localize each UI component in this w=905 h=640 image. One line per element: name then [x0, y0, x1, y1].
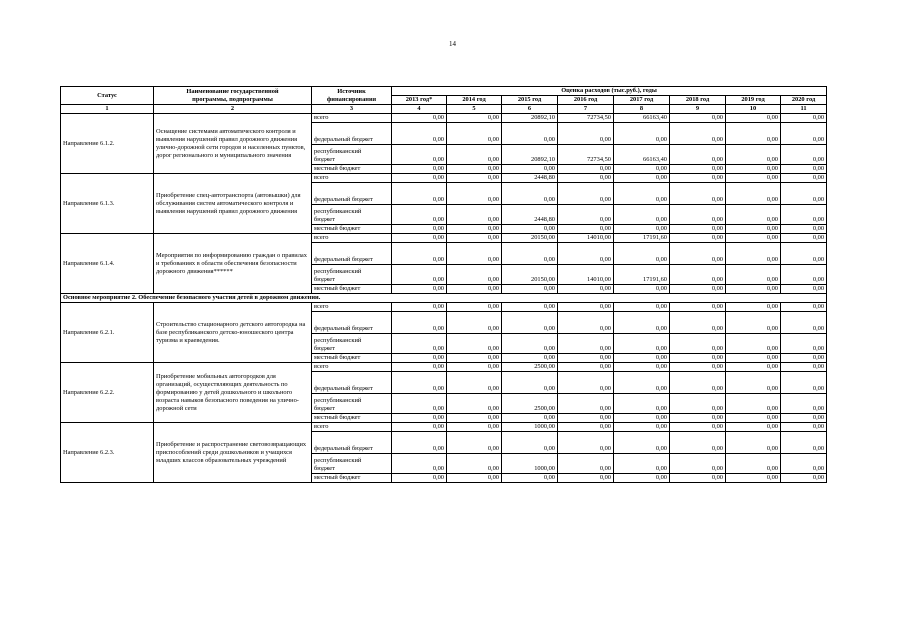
- amount-cell: 0,00: [670, 363, 726, 372]
- funding-source: [312, 394, 392, 414]
- amount-cell: 0,00: [781, 334, 827, 354]
- funding-source-line: бюджет: [314, 465, 335, 472]
- funding-source: местный бюджет: [312, 285, 392, 294]
- table-row: [61, 303, 827, 312]
- amount-cell: 0,00: [447, 114, 502, 123]
- funding-source: [312, 265, 392, 285]
- amount-cell: 0,00: [670, 312, 726, 334]
- direction-name: Мероприятия по информированию граждан о правилах и требованиях в области обеспечения безопасности дорожного движения******: [154, 234, 312, 294]
- amount-cell: 0,00: [558, 414, 614, 423]
- amount-cell: 0,00: [502, 183, 558, 205]
- header-year: 2015 год: [502, 96, 558, 105]
- amount-cell: 0,00: [558, 423, 614, 432]
- table-row: [61, 363, 827, 372]
- amount-cell: 0,00: [670, 285, 726, 294]
- amount-cell: 0,00: [447, 423, 502, 432]
- amount-cell: 0,00: [670, 114, 726, 123]
- header-year: 2016 год: [558, 96, 614, 105]
- amount-cell: 0,00: [781, 372, 827, 394]
- amount-cell: 0,00: [614, 243, 670, 265]
- amount-cell: 2500,00: [502, 394, 558, 414]
- amount-cell: 0,00: [781, 165, 827, 174]
- amount-cell: 0,00: [558, 225, 614, 234]
- amount-cell: 0,00: [614, 225, 670, 234]
- amount-cell: 0,00: [726, 372, 781, 394]
- amount-cell: 0,00: [502, 474, 558, 483]
- amount-cell: 0,00: [447, 432, 502, 454]
- amount-cell: 0,00: [670, 225, 726, 234]
- amount-cell: 0,00: [670, 432, 726, 454]
- amount-cell: 0,00: [447, 354, 502, 363]
- amount-cell: 0,00: [502, 432, 558, 454]
- amount-cell: 17191,60: [614, 265, 670, 285]
- amount-cell: 0,00: [726, 354, 781, 363]
- amount-cell: 72734,50: [558, 145, 614, 165]
- header-column-index: 1: [61, 105, 154, 114]
- amount-cell: 1000,00: [502, 423, 558, 432]
- funding-source: местный бюджет: [312, 165, 392, 174]
- amount-cell: 14010,00: [558, 234, 614, 243]
- amount-cell: 2448,80: [502, 174, 558, 183]
- amount-cell: 17191,60: [614, 234, 670, 243]
- amount-cell: 0,00: [614, 394, 670, 414]
- amount-cell: 0,00: [558, 174, 614, 183]
- direction-name: Приобретение мобильных автогородков для организаций, осуществляющих деятельность по формированию у детей дошкольного и школьного возраста навыков безопасного поведения на улично-дорожной сети: [154, 363, 312, 423]
- amount-cell: 0,00: [558, 303, 614, 312]
- amount-cell: 0,00: [447, 243, 502, 265]
- amount-cell: 66163,40: [614, 114, 670, 123]
- amount-cell: 0,00: [392, 265, 447, 285]
- header-year: 2020 год: [781, 96, 827, 105]
- amount-cell: 0,00: [392, 183, 447, 205]
- amount-cell: 0,00: [781, 114, 827, 123]
- amount-cell: 0,00: [392, 234, 447, 243]
- funding-source: всего: [312, 303, 392, 312]
- amount-cell: 0,00: [392, 394, 447, 414]
- amount-cell: 0,00: [447, 334, 502, 354]
- amount-cell: 0,00: [558, 243, 614, 265]
- amount-cell: 0,00: [726, 234, 781, 243]
- amount-cell: 0,00: [502, 165, 558, 174]
- header-year: 2019 год: [726, 96, 781, 105]
- amount-cell: 20150,00: [502, 265, 558, 285]
- direction-name: Оснащение системами автоматического контроля и выявления нарушений правил дорожного движения улично-дорожной сети городов и населенных пунктов, дорог регионального и муниципального значения: [154, 114, 312, 174]
- amount-cell: 0,00: [781, 145, 827, 165]
- section-title: Основное мероприятие 2. Обеспечение безопасного участия детей в дорожном движении.: [61, 294, 827, 303]
- table-row: [61, 174, 827, 183]
- amount-cell: 0,00: [670, 334, 726, 354]
- amount-cell: 0,00: [781, 234, 827, 243]
- header-year: 2014 год: [447, 96, 502, 105]
- amount-cell: 0,00: [558, 285, 614, 294]
- amount-cell: 0,00: [726, 423, 781, 432]
- amount-cell: 0,00: [726, 265, 781, 285]
- funding-source-line: республиканский: [314, 148, 362, 155]
- amount-cell: 0,00: [502, 225, 558, 234]
- amount-cell: 0,00: [447, 183, 502, 205]
- amount-cell: 0,00: [670, 423, 726, 432]
- direction-name: Строительство стационарного детского автогородка на базе республиканского детско-юношеского центра туризма и краеведения.: [154, 303, 312, 363]
- amount-cell: 0,00: [502, 285, 558, 294]
- amount-cell: 0,00: [502, 414, 558, 423]
- header-column-index: 7: [558, 105, 614, 114]
- amount-cell: 0,00: [781, 312, 827, 334]
- amount-cell: 0,00: [726, 123, 781, 145]
- amount-cell: 0,00: [447, 285, 502, 294]
- header-column-index: 4: [392, 105, 447, 114]
- funding-source: федеральный бюджет: [312, 183, 392, 205]
- funding-source: местный бюджет: [312, 354, 392, 363]
- funding-source-line: бюджет: [314, 156, 335, 163]
- amount-cell: 0,00: [726, 285, 781, 294]
- amount-cell: 0,00: [726, 394, 781, 414]
- amount-cell: 0,00: [614, 414, 670, 423]
- amount-cell: 0,00: [614, 423, 670, 432]
- table-row: [61, 114, 827, 123]
- amount-cell: 0,00: [447, 454, 502, 474]
- amount-cell: 0,00: [781, 174, 827, 183]
- amount-cell: 0,00: [392, 174, 447, 183]
- amount-cell: 0,00: [726, 334, 781, 354]
- amount-cell: 1000,00: [502, 454, 558, 474]
- amount-cell: 0,00: [781, 474, 827, 483]
- amount-cell: 0,00: [392, 225, 447, 234]
- amount-cell: 0,00: [447, 363, 502, 372]
- amount-cell: 0,00: [392, 145, 447, 165]
- header-column-index: 3: [312, 105, 392, 114]
- amount-cell: 0,00: [447, 165, 502, 174]
- amount-cell: 0,00: [392, 354, 447, 363]
- amount-cell: 66163,40: [614, 145, 670, 165]
- funding-source-line: республиканский: [314, 268, 362, 275]
- amount-cell: 0,00: [392, 414, 447, 423]
- amount-cell: 14010,00: [558, 265, 614, 285]
- amount-cell: 0,00: [781, 394, 827, 414]
- amount-cell: 0,00: [558, 205, 614, 225]
- funding-source-line: бюджет: [314, 345, 335, 352]
- funding-source-line: республиканский: [314, 457, 362, 464]
- amount-cell: 0,00: [781, 183, 827, 205]
- header-column-index: 2: [154, 105, 312, 114]
- amount-cell: 0,00: [781, 123, 827, 145]
- header-year: 2017 год: [614, 96, 670, 105]
- direction-status: Направление 6.1.4.: [61, 234, 154, 294]
- amount-cell: 0,00: [558, 474, 614, 483]
- funding-source: местный бюджет: [312, 225, 392, 234]
- amount-cell: 0,00: [392, 372, 447, 394]
- amount-cell: 0,00: [558, 165, 614, 174]
- amount-cell: 0,00: [670, 394, 726, 414]
- amount-cell: 0,00: [781, 432, 827, 454]
- amount-cell: 0,00: [670, 474, 726, 483]
- amount-cell: 0,00: [447, 312, 502, 334]
- amount-cell: 0,00: [447, 394, 502, 414]
- amount-cell: 0,00: [447, 372, 502, 394]
- amount-cell: 0,00: [558, 372, 614, 394]
- header-status: Статус: [61, 87, 154, 105]
- funding-source: [312, 205, 392, 225]
- funding-source-line: республиканский: [314, 337, 362, 344]
- header-column-index: 10: [726, 105, 781, 114]
- amount-cell: 20150,00: [502, 234, 558, 243]
- amount-cell: 0,00: [726, 243, 781, 265]
- amount-cell: 0,00: [392, 312, 447, 334]
- funding-source: всего: [312, 234, 392, 243]
- header-year: 2013 год*: [392, 96, 447, 105]
- header-funding-source: Источник финансирования: [312, 87, 392, 105]
- header-column-index: 8: [614, 105, 670, 114]
- amount-cell: 0,00: [726, 225, 781, 234]
- amount-cell: 0,00: [502, 312, 558, 334]
- funding-source: [312, 334, 392, 354]
- direction-name: Приобретение и распространение световозвращающих приспособлений среди дошкольников и учащихся младших классов образовательных учреждений: [154, 423, 312, 483]
- amount-cell: 0,00: [614, 165, 670, 174]
- funding-source: местный бюджет: [312, 414, 392, 423]
- amount-cell: 0,00: [670, 205, 726, 225]
- amount-cell: 0,00: [558, 312, 614, 334]
- amount-cell: 0,00: [614, 312, 670, 334]
- amount-cell: 0,00: [670, 174, 726, 183]
- amount-cell: 0,00: [614, 363, 670, 372]
- budget-table: [60, 86, 827, 483]
- funding-source: федеральный бюджет: [312, 432, 392, 454]
- funding-source: всего: [312, 363, 392, 372]
- amount-cell: 0,00: [670, 243, 726, 265]
- amount-cell: 0,00: [614, 123, 670, 145]
- amount-cell: 0,00: [392, 243, 447, 265]
- amount-cell: 0,00: [670, 234, 726, 243]
- amount-cell: 0,00: [781, 454, 827, 474]
- amount-cell: 0,00: [781, 414, 827, 423]
- header-estimate: Оценка расходов (тыс.руб.), годы: [392, 87, 827, 96]
- header-index-row: [61, 105, 827, 114]
- amount-cell: 0,00: [670, 372, 726, 394]
- amount-cell: 0,00: [781, 225, 827, 234]
- amount-cell: 0,00: [502, 334, 558, 354]
- funding-source: федеральный бюджет: [312, 312, 392, 334]
- amount-cell: 0,00: [670, 183, 726, 205]
- amount-cell: 0,00: [726, 363, 781, 372]
- direction-status: Направление 6.2.1.: [61, 303, 154, 363]
- funding-source-line: бюджет: [314, 276, 335, 283]
- amount-cell: 0,00: [670, 454, 726, 474]
- amount-cell: 0,00: [392, 454, 447, 474]
- amount-cell: 0,00: [447, 174, 502, 183]
- funding-source: [312, 145, 392, 165]
- amount-cell: 0,00: [392, 303, 447, 312]
- amount-cell: 0,00: [670, 165, 726, 174]
- table-row: [61, 423, 827, 432]
- section-row: [61, 294, 827, 303]
- amount-cell: 0,00: [726, 145, 781, 165]
- table-body: [61, 114, 827, 483]
- amount-cell: 0,00: [392, 474, 447, 483]
- amount-cell: 0,00: [781, 303, 827, 312]
- amount-cell: 0,00: [392, 285, 447, 294]
- funding-source: всего: [312, 423, 392, 432]
- amount-cell: 20892,10: [502, 145, 558, 165]
- amount-cell: 0,00: [558, 183, 614, 205]
- amount-cell: 0,00: [614, 303, 670, 312]
- amount-cell: 0,00: [392, 363, 447, 372]
- amount-cell: 0,00: [558, 334, 614, 354]
- amount-cell: 0,00: [781, 423, 827, 432]
- direction-status: Направление 6.1.2.: [61, 114, 154, 174]
- amount-cell: 0,00: [392, 432, 447, 454]
- amount-cell: 0,00: [447, 303, 502, 312]
- amount-cell: 0,00: [558, 394, 614, 414]
- amount-cell: 0,00: [447, 123, 502, 145]
- amount-cell: 0,00: [614, 432, 670, 454]
- funding-source: всего: [312, 174, 392, 183]
- header-column-index: 11: [781, 105, 827, 114]
- amount-cell: 0,00: [781, 285, 827, 294]
- amount-cell: 0,00: [726, 183, 781, 205]
- funding-source: федеральный бюджет: [312, 123, 392, 145]
- amount-cell: 0,00: [614, 454, 670, 474]
- amount-cell: 0,00: [781, 265, 827, 285]
- amount-cell: 0,00: [392, 165, 447, 174]
- page-number: 14: [449, 40, 456, 48]
- amount-cell: 0,00: [392, 114, 447, 123]
- amount-cell: 2500,00: [502, 363, 558, 372]
- funding-source: федеральный бюджет: [312, 243, 392, 265]
- amount-cell: 0,00: [614, 474, 670, 483]
- funding-source-line: бюджет: [314, 405, 335, 412]
- amount-cell: 0,00: [447, 205, 502, 225]
- amount-cell: 0,00: [614, 205, 670, 225]
- amount-cell: 0,00: [392, 423, 447, 432]
- header-column-index: 6: [502, 105, 558, 114]
- amount-cell: 0,00: [781, 205, 827, 225]
- funding-source-line: бюджет: [314, 216, 335, 223]
- amount-cell: 0,00: [558, 363, 614, 372]
- amount-cell: 20892,10: [502, 114, 558, 123]
- amount-cell: 0,00: [502, 303, 558, 312]
- amount-cell: 0,00: [614, 372, 670, 394]
- amount-cell: 0,00: [726, 174, 781, 183]
- amount-cell: 0,00: [670, 414, 726, 423]
- amount-cell: 0,00: [726, 205, 781, 225]
- direction-status: Направление 6.2.3.: [61, 423, 154, 483]
- header-year: 2018 год: [670, 96, 726, 105]
- amount-cell: 0,00: [726, 165, 781, 174]
- funding-source-line: республиканский: [314, 208, 362, 215]
- amount-cell: 0,00: [447, 145, 502, 165]
- amount-cell: 0,00: [670, 265, 726, 285]
- direction-status: Направление 6.1.3.: [61, 174, 154, 234]
- amount-cell: 0,00: [447, 474, 502, 483]
- direction-status: Направление 6.2.2.: [61, 363, 154, 423]
- amount-cell: 0,00: [558, 432, 614, 454]
- amount-cell: 0,00: [392, 123, 447, 145]
- funding-source: федеральный бюджет: [312, 372, 392, 394]
- amount-cell: 0,00: [614, 334, 670, 354]
- amount-cell: 0,00: [726, 114, 781, 123]
- amount-cell: 0,00: [558, 123, 614, 145]
- funding-source-line: республиканский: [314, 397, 362, 404]
- amount-cell: 0,00: [670, 145, 726, 165]
- amount-cell: 0,00: [447, 234, 502, 243]
- amount-cell: 2448,80: [502, 205, 558, 225]
- amount-cell: 0,00: [392, 334, 447, 354]
- amount-cell: 0,00: [392, 205, 447, 225]
- funding-source: местный бюджет: [312, 474, 392, 483]
- amount-cell: 0,00: [781, 363, 827, 372]
- amount-cell: 0,00: [726, 414, 781, 423]
- funding-source: всего: [312, 114, 392, 123]
- amount-cell: 0,00: [614, 174, 670, 183]
- amount-cell: 0,00: [781, 354, 827, 363]
- amount-cell: 0,00: [726, 474, 781, 483]
- amount-cell: 0,00: [502, 123, 558, 145]
- amount-cell: 0,00: [726, 303, 781, 312]
- amount-cell: 0,00: [502, 354, 558, 363]
- header-program-name: Наименование государственной программы, подпрограммы: [154, 87, 312, 105]
- amount-cell: 0,00: [726, 432, 781, 454]
- amount-cell: 0,00: [726, 454, 781, 474]
- amount-cell: 0,00: [614, 285, 670, 294]
- amount-cell: 0,00: [670, 354, 726, 363]
- header-column-index: 5: [447, 105, 502, 114]
- amount-cell: 0,00: [614, 183, 670, 205]
- amount-cell: 0,00: [447, 225, 502, 234]
- table-row: [61, 234, 827, 243]
- amount-cell: 0,00: [558, 454, 614, 474]
- amount-cell: 0,00: [781, 243, 827, 265]
- funding-source: [312, 454, 392, 474]
- amount-cell: 0,00: [447, 265, 502, 285]
- amount-cell: 0,00: [726, 312, 781, 334]
- amount-cell: 72734,50: [558, 114, 614, 123]
- amount-cell: 0,00: [502, 372, 558, 394]
- amount-cell: 0,00: [502, 243, 558, 265]
- direction-name: Приобретение спец-автотранспорта (автовышки) для обслуживания систем автоматического контроля и выявления нарушений правил дорожного движения: [154, 174, 312, 234]
- amount-cell: 0,00: [447, 414, 502, 423]
- amount-cell: 0,00: [558, 354, 614, 363]
- amount-cell: 0,00: [670, 123, 726, 145]
- amount-cell: 0,00: [614, 354, 670, 363]
- amount-cell: 0,00: [670, 303, 726, 312]
- header-column-index: 9: [670, 105, 726, 114]
